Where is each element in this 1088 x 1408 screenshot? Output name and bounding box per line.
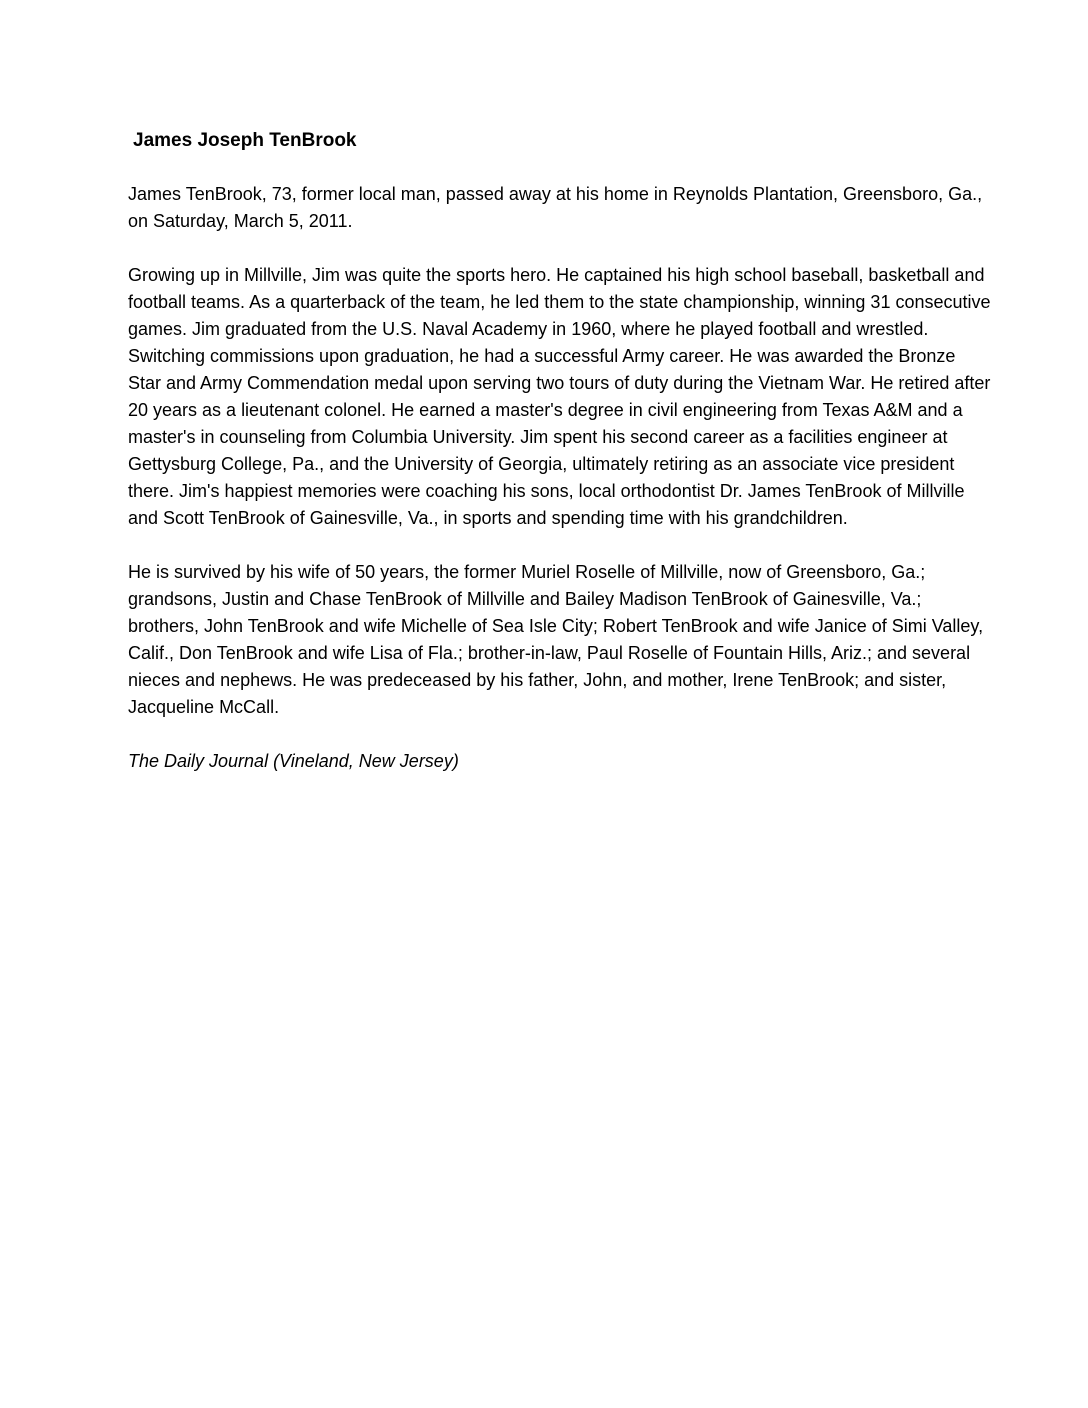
obituary-paragraph-survivors: He is survived by his wife of 50 years, the former Muriel Roselle of Millville, now of Greensboro, Ga.; grandsons, Justin and Chase TenBrook of Millville and Bailey Madison TenBrook of Gainesville, Va.; brothers, John TenBrook and wife Michelle of Sea Isle City; Robert TenBrook and wife Janice of Simi Valley, Calif., Don TenBrook and wife Lisa of Fla.; brother-in-law, Paul Roselle of Fountain Hills, Ariz.; and several nieces and nephews. He was predeceased by his father, John, and mother, Irene TenBrook; and sister, Jacqueline McCall. (128, 562, 984, 717)
obituary-paragraph-biography: Growing up in Millville, Jim was quite the sports hero. He captained his high school baseball, basketball and football teams. As a quarterback of the team, he led them to the state championship, winning 31 consecutive games. Jim graduated from the U.S. Naval Academy in 1960, where he played football and wrestled. Switching commissions upon graduation, he had a successful Army career. He was awarded the Bronze Star and Army Commendation medal upon serving two tours of duty during the Vietnam War. He retired after 20 years as a lieutenant colonel. He earned a master's degree in civil engineering from Texas A&M and a master's in counseling from Columbia University. Jim spent his second career as a facilities engineer at Gettysburg College, Pa., and the University of Georgia, ultimately retiring as an associate vice president there. Jim's happiest memories were coaching his sons, local orthodontist Dr. James TenBrook of Millville and Scott TenBrook of Gainesville, Va., in sports and spending time with his grandchildren. (128, 265, 991, 528)
obituary-title: James Joseph TenBrook (133, 130, 357, 151)
obituary-paragraph-death-notice: James TenBrook, 73, former local man, passed away at his home in Reynolds Plantation, Greensboro, Ga., on Saturday, March 5, 2011. (128, 184, 983, 231)
attribution-line: The Daily Journal (Vineland, New Jersey) (128, 751, 459, 771)
